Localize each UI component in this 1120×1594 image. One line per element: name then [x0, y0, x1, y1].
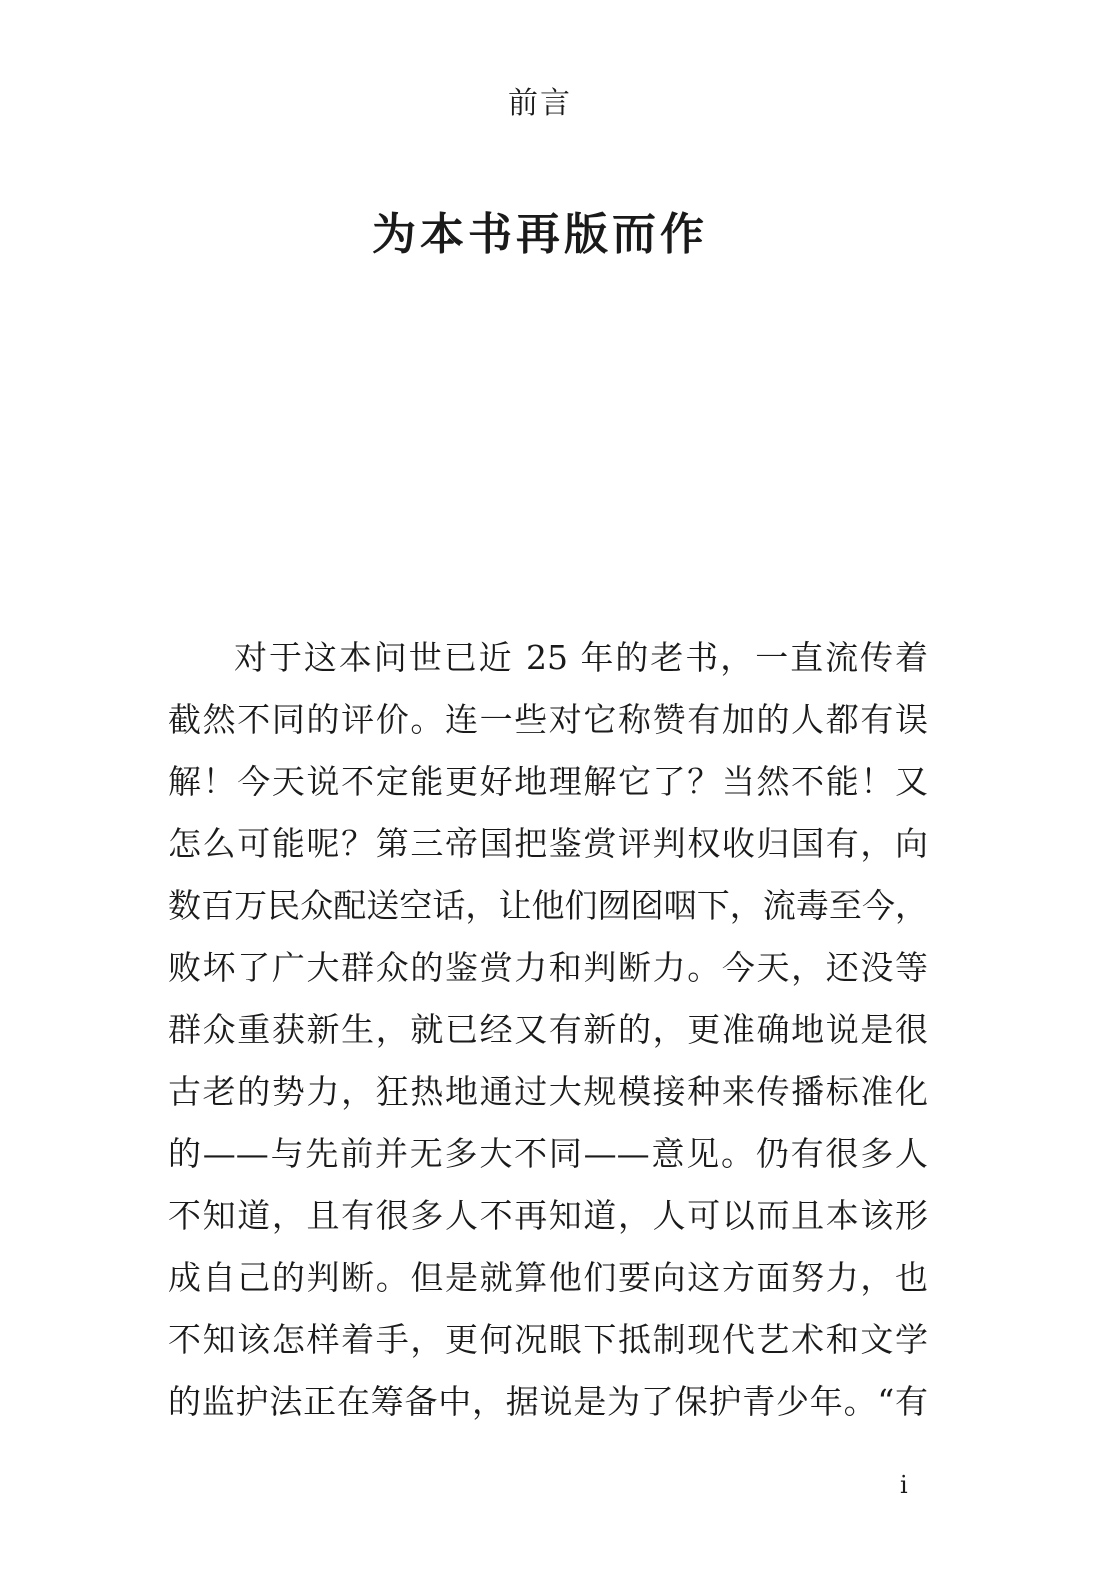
- paragraph-line: 不知该怎样着手，更何况眼下抵制现代艺术和文学: [168, 1320, 928, 1359]
- section-label: 前言: [508, 86, 572, 121]
- paragraph-line: 对于这本问世已近 25 年的老书，一直流传着: [234, 638, 928, 677]
- paragraph-line: 古老的势力，狂热地通过大规模接种来传播标准化: [168, 1072, 928, 1111]
- paragraph-line: 成自己的判断。但是就算他们要向这方面努力，也: [168, 1258, 928, 1297]
- paragraph-line: 的——与先前并无多大不同——意见。仍有很多人: [168, 1134, 928, 1173]
- paragraph-line: 怎么可能呢？第三帝国把鉴赏评判权收归国有，向: [168, 824, 928, 863]
- page-number: i: [900, 1471, 908, 1499]
- paragraph-line: 截然不同的评价。连一些对它称赞有加的人都有误: [168, 700, 928, 739]
- chapter-title: 为本书再版而作: [372, 209, 708, 260]
- paragraph-line: 群众重获新生，就已经又有新的，更准确地说是很: [168, 1010, 928, 1049]
- paragraph-line: 不知道，且有很多人不再知道，人可以而且本该形: [168, 1196, 928, 1235]
- paragraph-line: 的监护法正在筹备中，据说是为了保护青少年。“有: [168, 1382, 928, 1421]
- paragraph-line: 败坏了广大群众的鉴赏力和判断力。今天，还没等: [168, 948, 928, 987]
- body-paragraph: [168, 627, 928, 1433]
- paragraph-line: 数百万民众配送空话，让他们囫囵咽下，流毒至今，: [168, 886, 928, 925]
- paragraph-line: 解！今天说不定能更好地理解它了？当然不能！又: [168, 762, 928, 801]
